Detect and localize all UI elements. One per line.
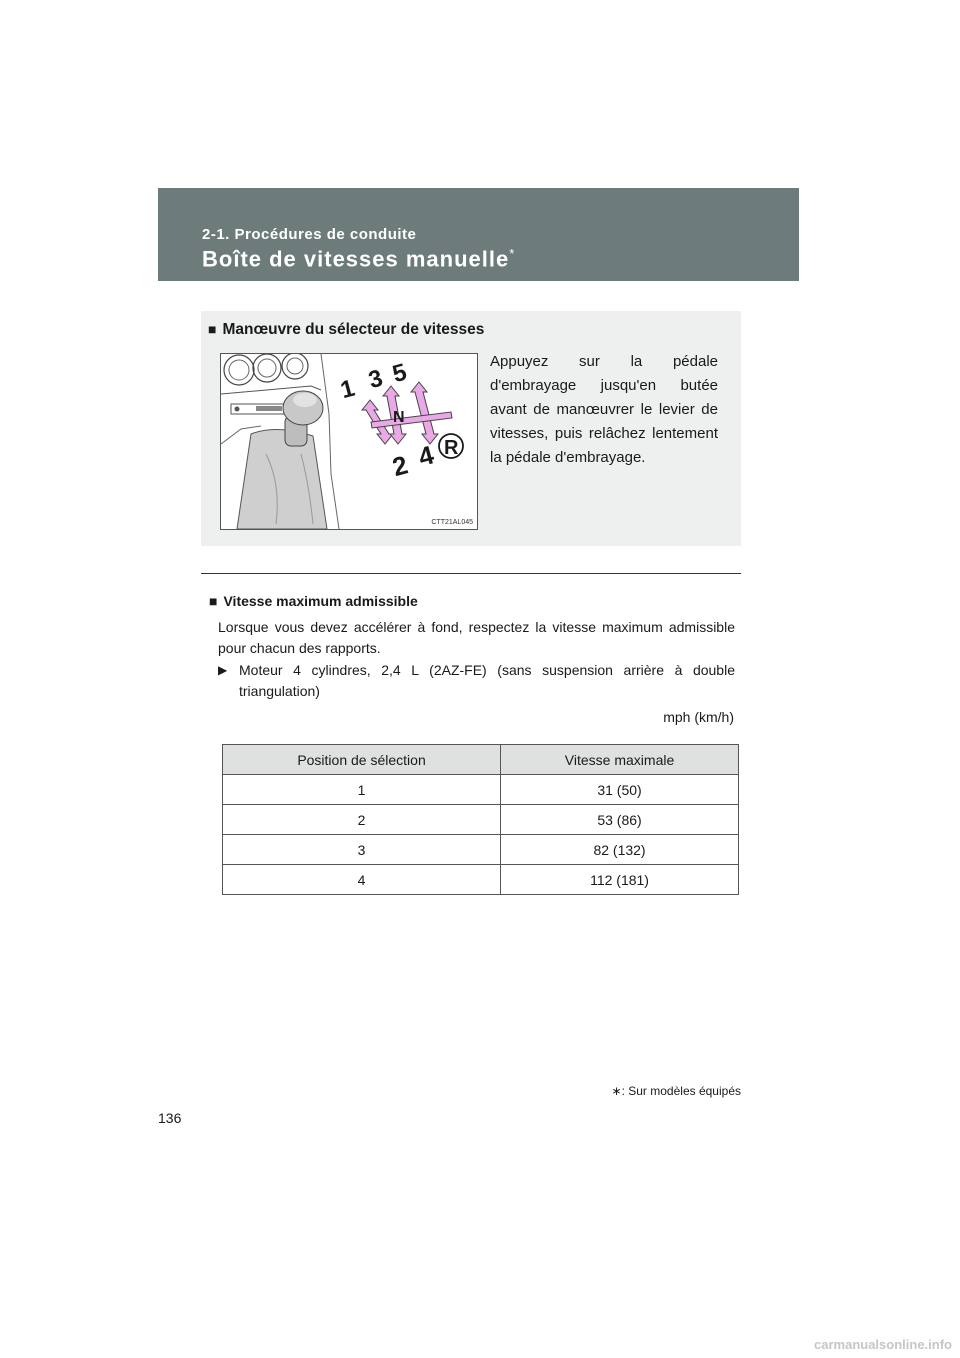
table-cell: 2 <box>223 805 501 835</box>
page-title <box>202 246 515 272</box>
table-cell: 53 (86) <box>501 805 739 835</box>
speed-heading <box>209 593 418 609</box>
column-header: Vitesse maximale <box>501 745 739 775</box>
page-title-text: Boîte de vitesses manuelle <box>202 246 510 272</box>
engine-bullet-text: Moteur 4 cylindres, 2,4 L (2AZ-FE) (sans suspension arrière à double triangulation) <box>239 662 735 699</box>
shift-heading-text: Manœuvre du sélecteur de vitesses <box>222 321 485 338</box>
chapter-header <box>158 188 799 281</box>
triangle-right-icon: ▶ <box>218 663 228 677</box>
units-label: mph (km/h) <box>663 709 734 725</box>
table-row <box>223 775 739 805</box>
table-row <box>223 835 739 865</box>
footnote: ∗: Sur modèles équipés <box>611 1084 741 1098</box>
table-cell: 31 (50) <box>501 775 739 805</box>
square-bullet-icon: ■ <box>209 593 218 609</box>
speed-paragraph: Lorsque vous devez accélérer à fond, respectez la vitesse maximum admissible pour chacun des rapports. <box>218 619 735 656</box>
page-number: 136 <box>158 1110 182 1126</box>
divider <box>201 573 741 574</box>
shift-heading <box>208 321 484 339</box>
table-cell: 82 (132) <box>501 835 739 865</box>
watermark: carmanualsonline.info <box>814 1337 952 1352</box>
table-cell: 3 <box>223 835 501 865</box>
table-cell: 4 <box>223 865 501 895</box>
table-cell: 1 <box>223 775 501 805</box>
gear-shift-drawing <box>221 354 477 529</box>
section-label: 2-1. Procédures de conduite <box>202 226 417 243</box>
speed-heading-text: Vitesse maximum admissible <box>223 593 418 609</box>
gear-label-4: 4 <box>415 439 437 473</box>
asterisk-mark: * <box>509 246 516 261</box>
engine-bullet <box>218 660 735 702</box>
gear-label-1: 1 <box>337 374 358 405</box>
table-row <box>223 805 739 835</box>
shift-instructions: Appuyez sur la pédale d'embrayage jusqu'en butée avant de manœuvrer le levier de vitesses, puis relâchez lentement la pédale d'embrayage. <box>490 353 718 466</box>
table-header-row <box>223 745 739 775</box>
column-header: Position de sélection <box>223 745 501 775</box>
gear-shift-illustration <box>220 353 478 530</box>
figure-code: CTT21AL045 <box>431 519 473 526</box>
gear-label-n: N <box>393 409 405 426</box>
table-row <box>223 865 739 895</box>
gear-label-3: 3 <box>365 364 386 395</box>
square-bullet-icon: ■ <box>208 321 217 337</box>
gear-label-5: 5 <box>389 358 410 389</box>
gear-label-2: 2 <box>389 449 411 483</box>
table-cell: 112 (181) <box>501 865 739 895</box>
gear-label-r: R <box>444 437 459 459</box>
speed-table <box>222 744 739 895</box>
